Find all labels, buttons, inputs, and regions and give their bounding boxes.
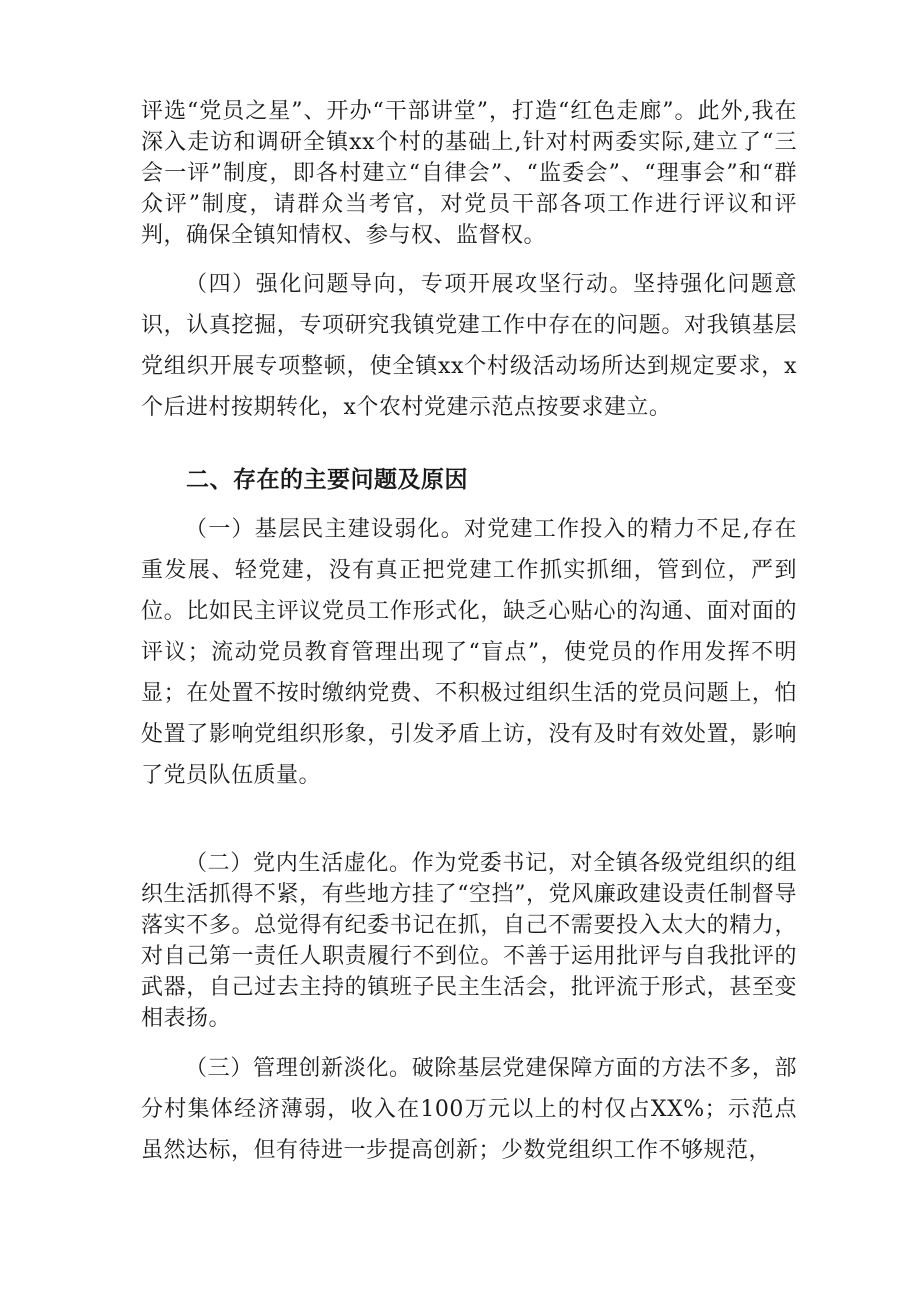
problem-one-paragraph: （一）基层民主建设弱化。对党建工作投入的精力不足,存在重发展、轻党建，没有真正把党建工作抓实抓细，管到位，严到位。比如民主评议党员工作形式化，缺乏心贴心的沟通、面对面的评议；流动党员教育管理出现了“盲点”，使党员的作用发挥不明显；在处置不按时缴纳党费、不积极过组织生活的党员问题上，怕处置了影响党组织形象，引发矛盾上访，没有及时有效处置，影响了党员队伍质量。 bbox=[141, 517, 797, 788]
problem-three-paragraph: （三）管理创新淡化。破除基层党建保障方面的方法不多，部分村集体经济薄弱，收入在100万元以上的村仅占XX%；示范点虽然达标，但有待进一步提高创新；少数党组织工作不够规范， bbox=[141, 1056, 797, 1163]
section-heading: 二、存在的主要问题及原因 bbox=[186, 467, 468, 493]
paragraph-four: （四）强化问题导向，专项开展攻坚行动。坚持强化问题意识，认真挖掘，专项研究我镇党建工作中存在的问题。对我镇基层党组织开展专项整顿，使全镇xx个村级活动场所达到规定要求，x个后进村按期转化，x个农村党建示范点按要求建立。 bbox=[141, 272, 797, 420]
paragraph-continuation: 评选“党员之星”、开办“干部讲堂”，打造“红色走廊”。此外,我在深入走访和调研全镇xx个村的基础上,针对村两委实际,建立了“三会一评”制度，即各村建立“自律会”、“监委会”、“理事会”和“群众评”制度，请群众当考官，对党员干部各项工作进行评议和评判，确保全镇知情权、参与权、监督权。 bbox=[141, 99, 797, 248]
problem-two-paragraph: （二）党内生活虚化。作为党委书记，对全镇各级党组织的组织生活抓得不紧，有些地方挂了“空挡”，党风廉政建设责任制督导落实不多。总觉得有纪委书记在抓，自己不需要投入太大的精力，对自己第一责任人职责履行不到位。不善于运用批评与自我批评的武器，自己过去主持的镇班子民主生活会，批评流于形式，甚至变相表扬。 bbox=[141, 851, 797, 1031]
